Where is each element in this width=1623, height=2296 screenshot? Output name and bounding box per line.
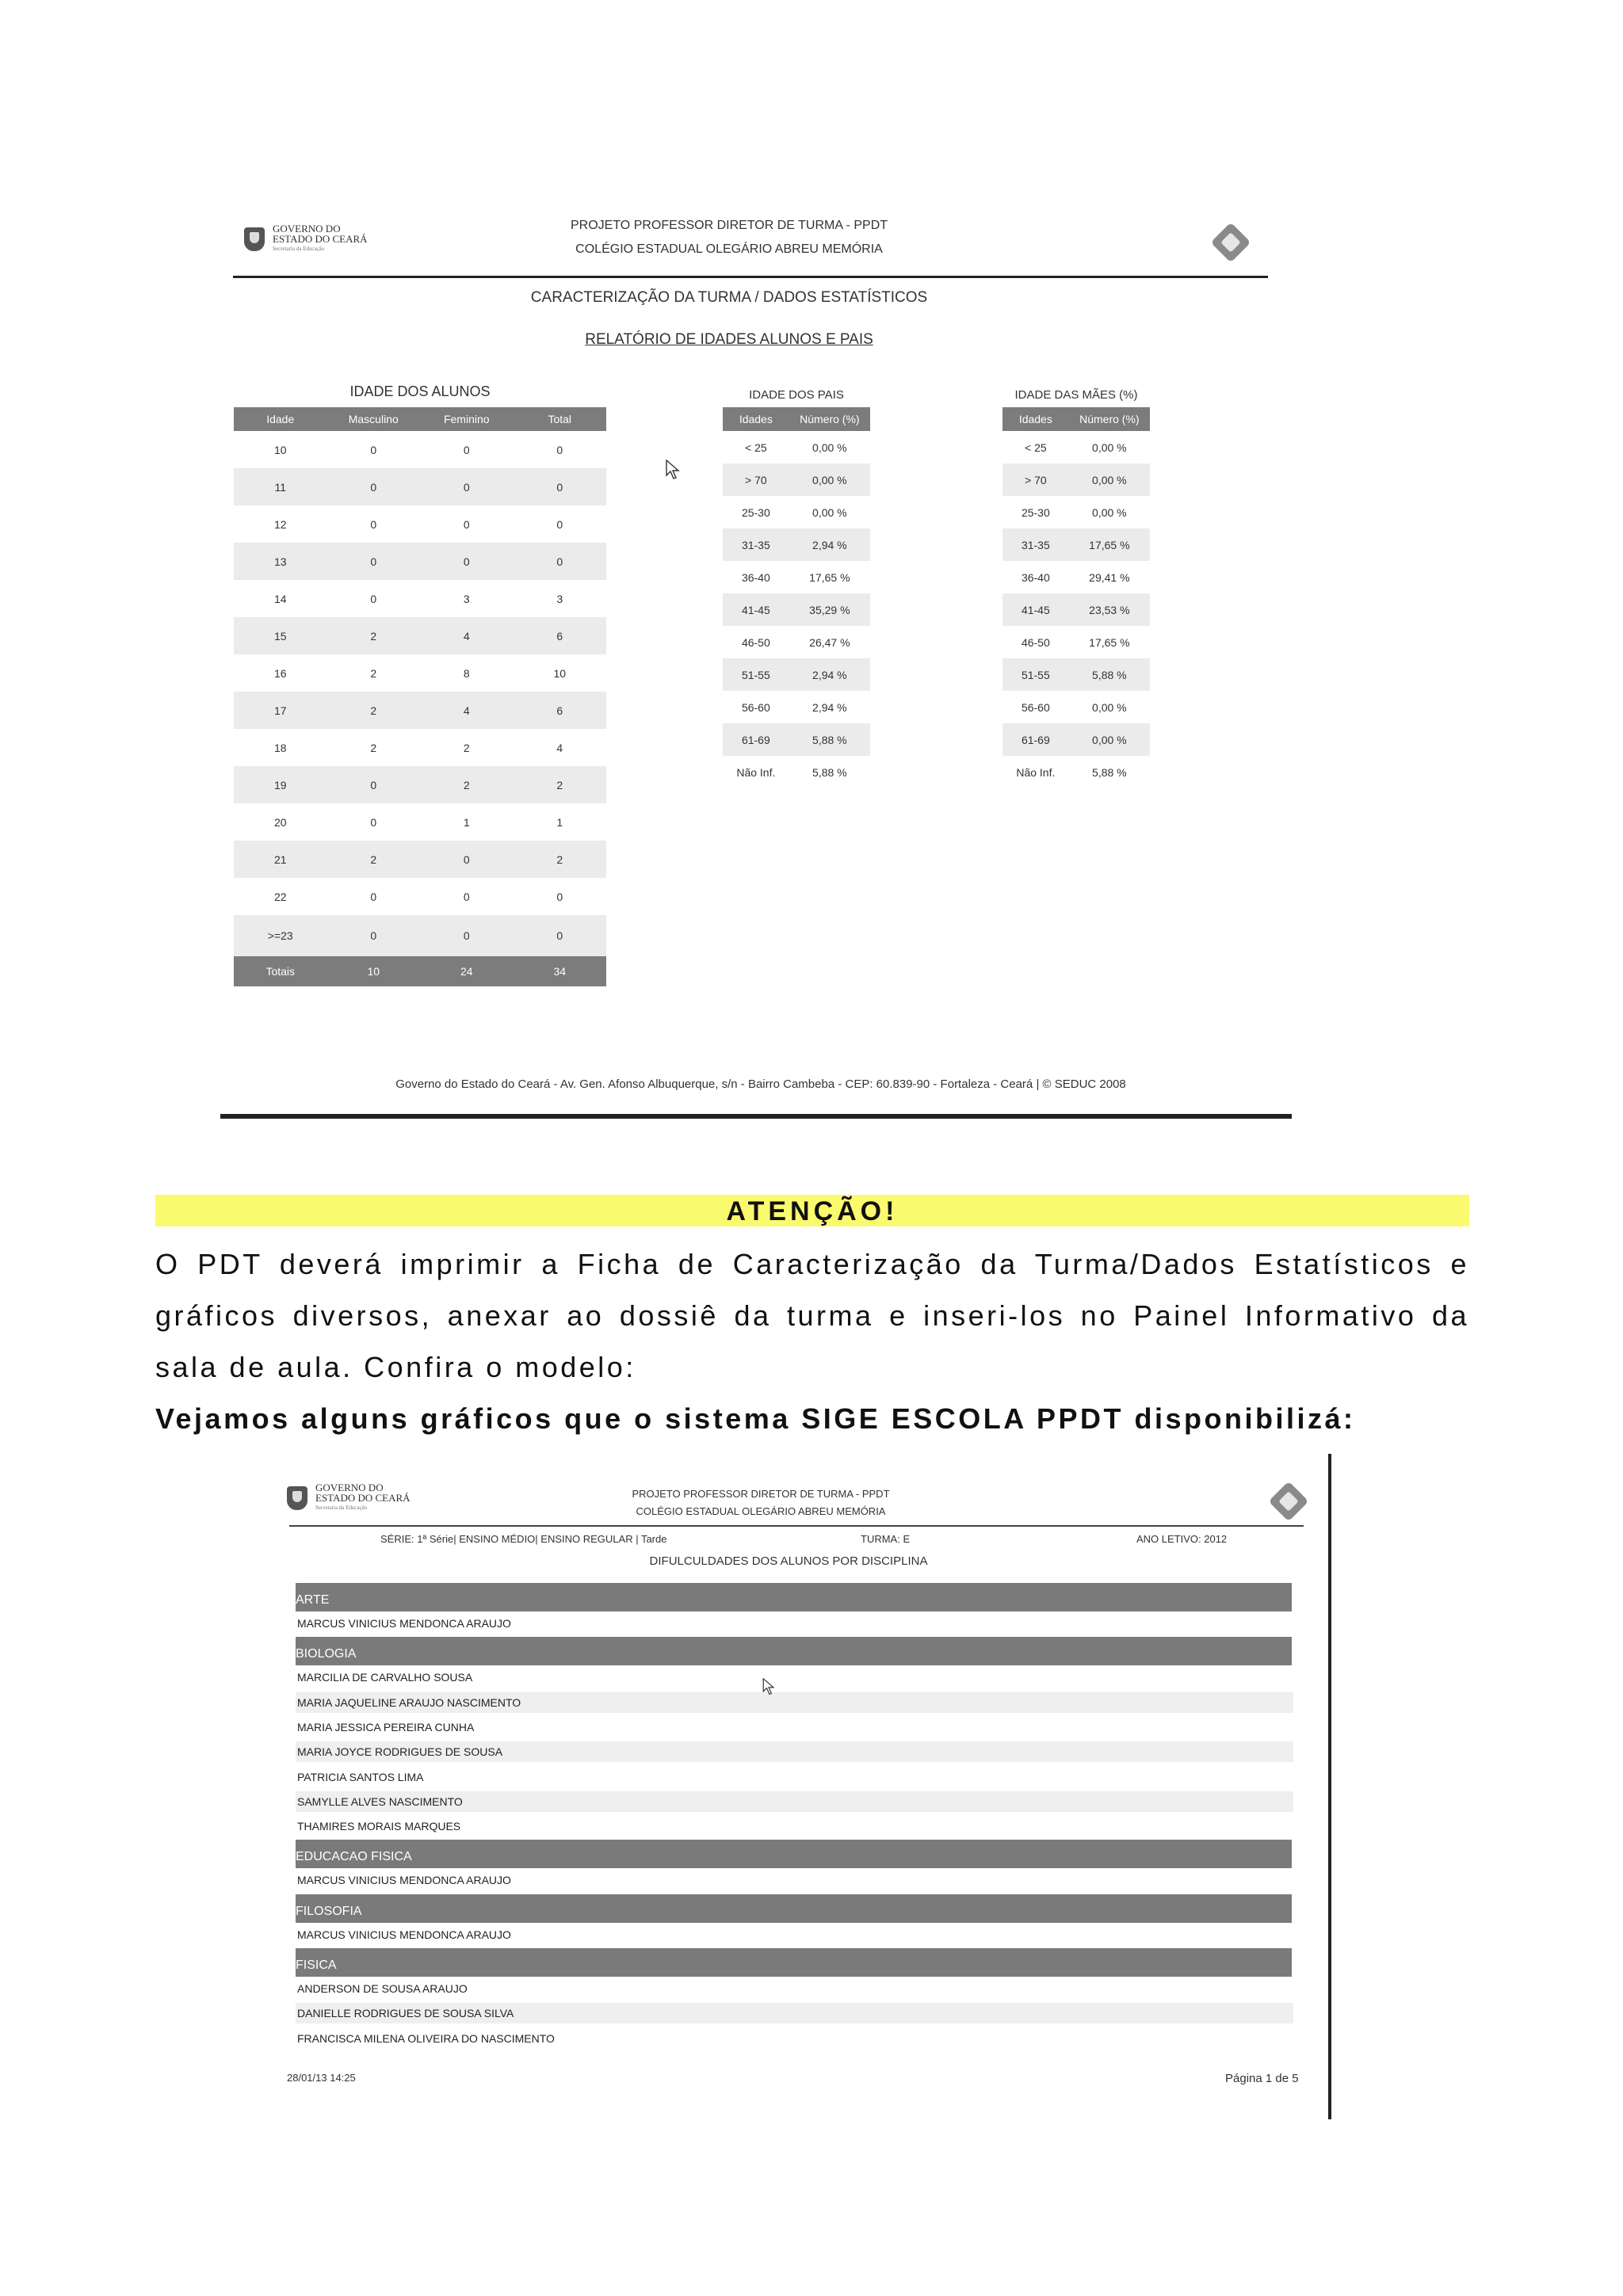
table-row — [234, 580, 606, 617]
discipline-header: FISICA — [296, 1948, 1292, 1977]
table-cell: 18 — [273, 741, 287, 754]
table-cell: 0,00 % — [812, 505, 847, 519]
table-cell: >=23 — [234, 915, 327, 956]
table-row — [1002, 463, 1150, 496]
logo-line-3: Secretaria da Educação — [315, 1505, 368, 1511]
table-cell: < 25 — [745, 441, 767, 454]
student-row: MARCUS VINICIUS MENDONCA ARAUJO — [297, 1617, 511, 1630]
table-cell: 0 — [420, 543, 514, 580]
government-logo — [287, 1482, 411, 1513]
discipline-header: BIOLOGIA — [296, 1637, 1292, 1665]
table-cell: 31-35 — [1002, 528, 1069, 561]
table-row — [234, 654, 606, 692]
table-cell: 56-60 — [1021, 700, 1050, 714]
discipline-header: ARTE — [296, 1583, 1292, 1611]
footer-rule — [220, 1114, 1292, 1119]
table-cell: 46-50 — [1021, 635, 1050, 649]
table-cell: 4 — [420, 617, 514, 654]
table-cell: 2,94 % — [812, 700, 847, 714]
table-cell: 35,29 % — [789, 593, 870, 626]
table-cell: 0 — [556, 517, 563, 531]
column-header: Idade — [234, 407, 327, 431]
logo-line-3: Secretaria da Educação — [273, 246, 325, 252]
table-row — [1002, 593, 1150, 626]
table-cell: 0,00 % — [1092, 505, 1127, 519]
table-cell: < 25 — [1025, 441, 1047, 454]
table-cell: 17,65 % — [1069, 528, 1150, 561]
attention-paragraph — [155, 1238, 1469, 1393]
table-cell: 16 — [273, 666, 287, 680]
table-row — [1002, 528, 1150, 561]
table-cell: 5,88 % — [1069, 658, 1150, 691]
table-cell: 12 — [273, 517, 287, 531]
table-cell: 21 — [234, 841, 327, 878]
student-row: MARIA JOYCE RODRIGUES DE SOUSA — [296, 1741, 1293, 1762]
column-header: Idades — [723, 407, 789, 431]
totals-cell: Totais — [234, 956, 327, 986]
student-row: DANIELLE RODRIGUES DE SOUSA SILVA — [296, 2003, 1293, 2023]
table-cell: 3 — [463, 592, 470, 605]
header-rule — [289, 1525, 1304, 1527]
paragraph-line: gráficos diversos, anexar ao dossiê da turma e inseri-los no Painel Informativo da — [155, 1299, 1469, 1332]
table-cell: > 70 — [1002, 463, 1069, 496]
table-cell: 25-30 — [741, 505, 770, 519]
table-cell: Não Inf. — [1016, 765, 1056, 779]
column-header: Feminino — [420, 407, 514, 431]
table-cell: 0 — [327, 766, 421, 803]
table-cell: 0,00 % — [789, 463, 870, 496]
table-row — [1002, 431, 1150, 463]
totals-cell: 34 — [514, 956, 607, 986]
table-cell: 29,41 % — [1089, 570, 1130, 584]
ano-letivo-info: ANO LETIVO: 2012 — [1136, 1533, 1228, 1545]
student-row: PATRICIA SANTOS LIMA — [297, 1770, 424, 1783]
table-cell: 41-45 — [723, 593, 789, 626]
table-cell: 5,88 % — [1092, 765, 1127, 779]
table-cell: Não Inf. — [736, 765, 776, 779]
table-cell: 0,00 % — [812, 441, 847, 454]
table-cell: 4 — [556, 741, 563, 754]
table-cell: 0 — [327, 915, 421, 956]
table-cell: 56-60 — [741, 700, 770, 714]
table-cell: 0 — [514, 915, 607, 956]
table-cell: 0,00 % — [1069, 463, 1150, 496]
table-cell: 17,65 % — [1089, 635, 1130, 649]
table-row — [234, 878, 606, 915]
attention-heading: ATENÇÃO! — [155, 1195, 1469, 1226]
table-cell: 2 — [463, 741, 470, 754]
totals-cell: 10 — [327, 956, 421, 986]
table-row — [723, 593, 870, 626]
student-row: THAMIRES MORAIS MARQUES — [297, 1820, 461, 1833]
discipline-header: FILOSOFIA — [296, 1894, 1292, 1923]
paragraph-line: sala de aula. Confira o modelo: — [155, 1351, 636, 1383]
difficulties-title: DIFULCULDADES DOS ALUNOS POR DISCIPLINA — [649, 1554, 928, 1568]
table-cell: 61-69 — [1002, 723, 1069, 756]
difficulties-report-image — [238, 1454, 1339, 2127]
student-row: MARIA JESSICA PEREIRA CUNHA — [297, 1720, 475, 1733]
discipline-header: EDUCACAO FISICA — [296, 1840, 1292, 1868]
table-cell: 0 — [463, 443, 470, 456]
table-cell: 0 — [370, 592, 377, 605]
students-age-table — [234, 407, 606, 986]
table-cell: 51-55 — [723, 658, 789, 691]
table-row — [723, 528, 870, 561]
charts-intro-line: Vejamos alguns gráficos que o sistema SIGE ESCOLA PPDT disponibilizá: — [155, 1402, 1356, 1435]
table-cell: 2 — [370, 666, 377, 680]
table-cell: 0 — [327, 543, 421, 580]
crest-icon — [244, 227, 265, 251]
table-cell: 2 — [370, 741, 377, 754]
table-cell: 0 — [514, 468, 607, 505]
table-cell: 0 — [463, 517, 470, 531]
table-cell: 13 — [234, 543, 327, 580]
table-row — [234, 729, 606, 766]
table-row — [234, 431, 606, 468]
table-row — [723, 756, 870, 788]
table-cell: 46-50 — [741, 635, 770, 649]
column-header: Número (%) — [789, 407, 870, 431]
logo-line-2: ESTADO DO CEARÁ — [315, 1492, 411, 1504]
age-report-image — [222, 214, 1300, 1125]
report-project-title: PROJETO PROFESSOR DIRETOR DE TURMA - PPDT — [632, 1488, 890, 1500]
table-cell: 17,65 % — [809, 570, 850, 584]
table-cell: 0 — [370, 443, 377, 456]
report-school-name: COLÉGIO ESTADUAL OLEGÁRIO ABREU MEMÓRIA — [575, 242, 883, 256]
table-cell: 22 — [273, 890, 287, 903]
table-cell: 31-35 — [723, 528, 789, 561]
table-cell: 2 — [514, 766, 607, 803]
table-cell: 0 — [514, 543, 607, 580]
table-row — [723, 463, 870, 496]
table-cell: 0 — [463, 890, 470, 903]
column-header: Total — [514, 407, 607, 431]
table-cell: 2 — [327, 692, 421, 729]
report-right-border — [1328, 1454, 1331, 2119]
paragraph-line: O PDT deverá imprimir a Ficha de Caracterização da Turma/Dados Estatísticos e — [155, 1248, 1469, 1280]
table-row — [723, 626, 870, 658]
table-cell: 6 — [514, 617, 607, 654]
table-row — [1002, 756, 1150, 788]
mothers-table-caption: IDADE DAS MÃES (%) — [1014, 388, 1138, 402]
student-row: MARCUS VINICIUS MENDONCA ARAUJO — [297, 1928, 511, 1941]
table-cell: 0 — [420, 841, 514, 878]
table-row — [723, 431, 870, 463]
column-header: Idades — [1002, 407, 1069, 431]
table-cell: 36-40 — [741, 570, 770, 584]
seduc-seal-icon — [1269, 1482, 1309, 1522]
table-cell: 2,94 % — [789, 528, 870, 561]
seduc-seal-icon — [1211, 223, 1251, 263]
table-cell: 0 — [370, 815, 377, 829]
table-row — [234, 505, 606, 543]
table-cell: 23,53 % — [1069, 593, 1150, 626]
table-cell: 25-30 — [1021, 505, 1050, 519]
table-cell: > 70 — [723, 463, 789, 496]
table-cell: 41-45 — [1002, 593, 1069, 626]
table-cell: 4 — [420, 692, 514, 729]
table-cell: 5,88 % — [812, 765, 847, 779]
table-row — [234, 841, 606, 878]
table-cell: 2,94 % — [789, 658, 870, 691]
table-cell: 10 — [553, 666, 567, 680]
student-row: MARCUS VINICIUS MENDONCA ARAUJO — [297, 1874, 511, 1887]
turma-info: TURMA: E — [861, 1533, 911, 1545]
students-table-caption: IDADE DOS ALUNOS — [349, 383, 491, 399]
fathers-table-caption: IDADE DOS PAIS — [749, 388, 844, 402]
table-row — [1002, 658, 1150, 691]
logo-line-1: GOVERNO DO — [273, 223, 341, 235]
table-cell: 10 — [273, 443, 287, 456]
table-cell: 0 — [556, 890, 563, 903]
table-row — [723, 658, 870, 691]
table-cell: 2 — [420, 766, 514, 803]
report-title: CARACTERIZAÇÃO DA TURMA / DADOS ESTATÍSTICOS — [530, 289, 928, 306]
totals-row — [234, 956, 606, 986]
table-cell: 20 — [273, 815, 287, 829]
table-cell: 26,47 % — [809, 635, 850, 649]
logo-line-1: GOVERNO DO — [315, 1482, 384, 1493]
table-cell: 0,00 % — [1092, 700, 1127, 714]
table-row — [1002, 723, 1150, 756]
table-cell: 1 — [463, 815, 470, 829]
table-row — [723, 723, 870, 756]
mothers-age-table — [1002, 407, 1150, 788]
table-cell: 15 — [234, 617, 327, 654]
table-cell: 0 — [420, 468, 514, 505]
table-cell: 0 — [370, 517, 377, 531]
table-cell: 5,88 % — [789, 723, 870, 756]
totals-cell: 24 — [420, 956, 514, 986]
table-row — [1002, 496, 1150, 528]
table-cell: 0 — [556, 443, 563, 456]
crest-icon — [287, 1486, 307, 1510]
table-row — [234, 468, 606, 505]
table-cell: 0,00 % — [1069, 723, 1150, 756]
mouse-cursor-icon — [762, 1678, 775, 1695]
table-cell: 2 — [514, 841, 607, 878]
table-row — [234, 803, 606, 841]
table-cell: 2 — [327, 841, 421, 878]
student-row: MARIA JAQUELINE ARAUJO NASCIMENTO — [296, 1692, 1293, 1713]
report-footer: Governo do Estado do Ceará - Av. Gen. Afonso Albuquerque, s/n - Bairro Cambeba - CEP: 60.839-90 - Fortaleza - Ceará | © SEDUC 2008 — [395, 1077, 1126, 1091]
government-logo — [244, 223, 368, 254]
table-row — [723, 691, 870, 723]
student-row: ANDERSON DE SOUSA ARAUJO — [297, 1982, 468, 1995]
table-cell: 61-69 — [723, 723, 789, 756]
student-row: MARCILIA DE CARVALHO SOUSA — [297, 1671, 473, 1684]
column-header: Número (%) — [1069, 407, 1150, 431]
table-row — [234, 915, 606, 956]
header-rule — [233, 276, 1268, 278]
report-school-name: COLÉGIO ESTADUAL OLEGÁRIO ABREU MEMÓRIA — [636, 1505, 886, 1517]
fathers-age-table — [723, 407, 870, 788]
table-cell: 8 — [463, 666, 470, 680]
table-row — [234, 617, 606, 654]
table-cell: 11 — [234, 468, 327, 505]
table-cell: 6 — [514, 692, 607, 729]
table-cell: 1 — [556, 815, 563, 829]
logo-line-2: ESTADO DO CEARÁ — [273, 233, 368, 245]
report-project-title: PROJETO PROFESSOR DIRETOR DE TURMA - PPDT — [570, 219, 888, 232]
table-row — [234, 543, 606, 580]
column-header: Masculino — [327, 407, 421, 431]
report-timestamp: 28/01/13 14:25 — [287, 2072, 356, 2084]
table-cell: 2 — [327, 617, 421, 654]
table-row — [723, 496, 870, 528]
table-cell: 17 — [234, 692, 327, 729]
table-cell: 0,00 % — [1092, 441, 1127, 454]
table-row — [1002, 626, 1150, 658]
serie-info: SÉRIE: 1ª Série| ENSINO MÉDIO| ENSINO REGULAR | Tarde — [380, 1533, 667, 1545]
table-row — [723, 561, 870, 593]
table-cell: 0 — [420, 915, 514, 956]
table-row — [1002, 561, 1150, 593]
mouse-cursor-icon — [666, 460, 680, 480]
page-indicator: Página 1 de 5 — [1225, 2072, 1299, 2085]
table-row — [234, 766, 606, 803]
table-cell: 36-40 — [1021, 570, 1050, 584]
table-cell: 0 — [370, 890, 377, 903]
table-cell: 14 — [273, 592, 287, 605]
table-row — [1002, 691, 1150, 723]
table-cell: 0 — [327, 468, 421, 505]
table-cell: 3 — [556, 592, 563, 605]
table-cell: 51-55 — [1002, 658, 1069, 691]
table-row — [234, 692, 606, 729]
student-row: FRANCISCA MILENA OLIVEIRA DO NASCIMENTO — [297, 2031, 555, 2045]
report-subtitle: RELATÓRIO DE IDADES ALUNOS E PAIS — [585, 331, 873, 348]
student-row: SAMYLLE ALVES NASCIMENTO — [296, 1791, 1293, 1812]
table-cell: 19 — [234, 766, 327, 803]
